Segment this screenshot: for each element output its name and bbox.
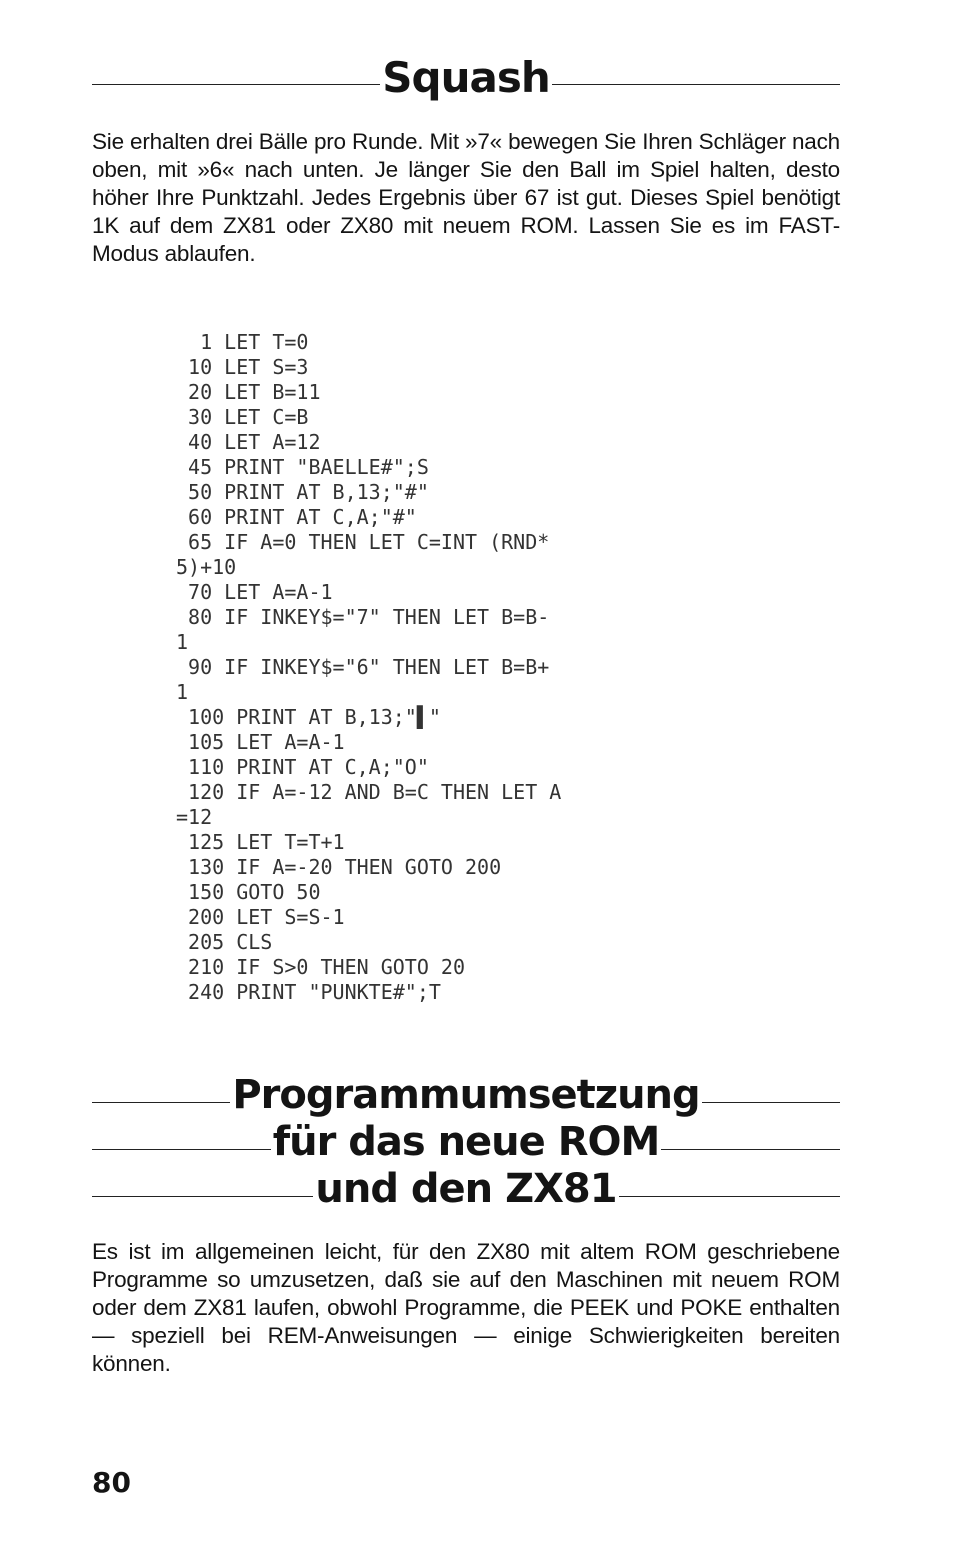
code-line: 150 GOTO 50 (176, 880, 321, 904)
code-line: =12 (176, 805, 213, 829)
code-line: 70 LET A=A-1 (176, 580, 333, 604)
code-line: 200 LET S=S-1 (176, 905, 345, 929)
code-line: 90 IF INKEY$="6" THEN LET B=B+ (176, 655, 550, 679)
heading-rule-left (92, 1102, 230, 1103)
section-heading-text: und den ZX81 (315, 1166, 617, 1212)
heading-rule-left (92, 1149, 271, 1150)
section-heading-line-1 (92, 1068, 840, 1122)
code-line: 1 (176, 680, 189, 704)
code-line: 5)+10 (176, 555, 237, 579)
code-line: 45 PRINT "BAELLE#";S (176, 455, 429, 479)
code-line: 105 LET A=A-1 (176, 730, 345, 754)
code-listing (176, 330, 736, 1005)
section-heading-line-3 (92, 1162, 840, 1216)
code-line: 50 PRINT AT B,13;"#" (176, 480, 429, 504)
title-rule-left (92, 84, 380, 85)
code-line: 125 LET T=T+1 (176, 830, 345, 854)
section-paragraph: Es ist im allgemeinen leicht, für den ZX80 mit altem ROM geschriebene Programme so umzusetzen, daß sie auf den Maschinen mit neuem ROM oder dem ZX81 laufen, obwohl Programme, die PEEK und POKE enthalten — speziell bei REM-Anweisungen — einige Schwierigkeiten bereiten können. (92, 1239, 840, 1376)
code-line: 20 LET B=11 (176, 380, 321, 404)
code-line: 100 PRINT AT B,13;"▌" (176, 705, 441, 729)
code-line: 80 IF INKEY$="7" THEN LET B=B- (176, 605, 550, 629)
heading-rule-left (92, 1196, 313, 1197)
intro-paragraph: Sie erhalten drei Bälle pro Runde. Mit »7« bewegen Sie Ihren Schläger nach oben, mit »6« nach unten. Je länger Sie den Ball im Spiel halten, desto höher Ihre Punktzahl. Jedes Ergebnis über 67 ist gut. Dieses Spiel benötigt 1K auf dem ZX81 oder ZX80 mit neuem ROM. Lassen Sie es im FAST-Modus ablaufen. (92, 129, 840, 266)
code-line: 205 CLS (176, 930, 273, 954)
title-rule-right (552, 84, 840, 85)
code-line: 65 IF A=0 THEN LET C=INT (RND* (176, 530, 550, 554)
title-row (92, 52, 840, 102)
code-line: 30 LET C=B (176, 405, 309, 429)
code-line: 110 PRINT AT C,A;"O" (176, 755, 429, 779)
code-line: 1 LET T=0 (176, 330, 309, 354)
code-line: 210 IF S>0 THEN GOTO 20 (176, 955, 465, 979)
section-heading-line-2 (92, 1115, 840, 1169)
code-line: 60 PRINT AT C,A;"#" (176, 505, 417, 529)
code-line: 10 LET S=3 (176, 355, 309, 379)
heading-rule-right (619, 1196, 840, 1197)
code-line: 40 LET A=12 (176, 430, 321, 454)
code-line: 240 PRINT "PUNKTE#";T (176, 980, 441, 1004)
code-line: 130 IF A=-20 THEN GOTO 200 (176, 855, 502, 879)
page-title: Squash (382, 52, 550, 102)
code-line: 120 IF A=-12 AND B=C THEN LET A (176, 780, 562, 804)
code-line: 1 (176, 630, 189, 654)
heading-rule-right (702, 1102, 840, 1103)
heading-rule-right (661, 1149, 840, 1150)
page-number: 80 (92, 1466, 131, 1499)
section-heading-text: Programmumsetzung (232, 1072, 700, 1118)
section-heading-text: für das neue ROM (272, 1119, 660, 1165)
